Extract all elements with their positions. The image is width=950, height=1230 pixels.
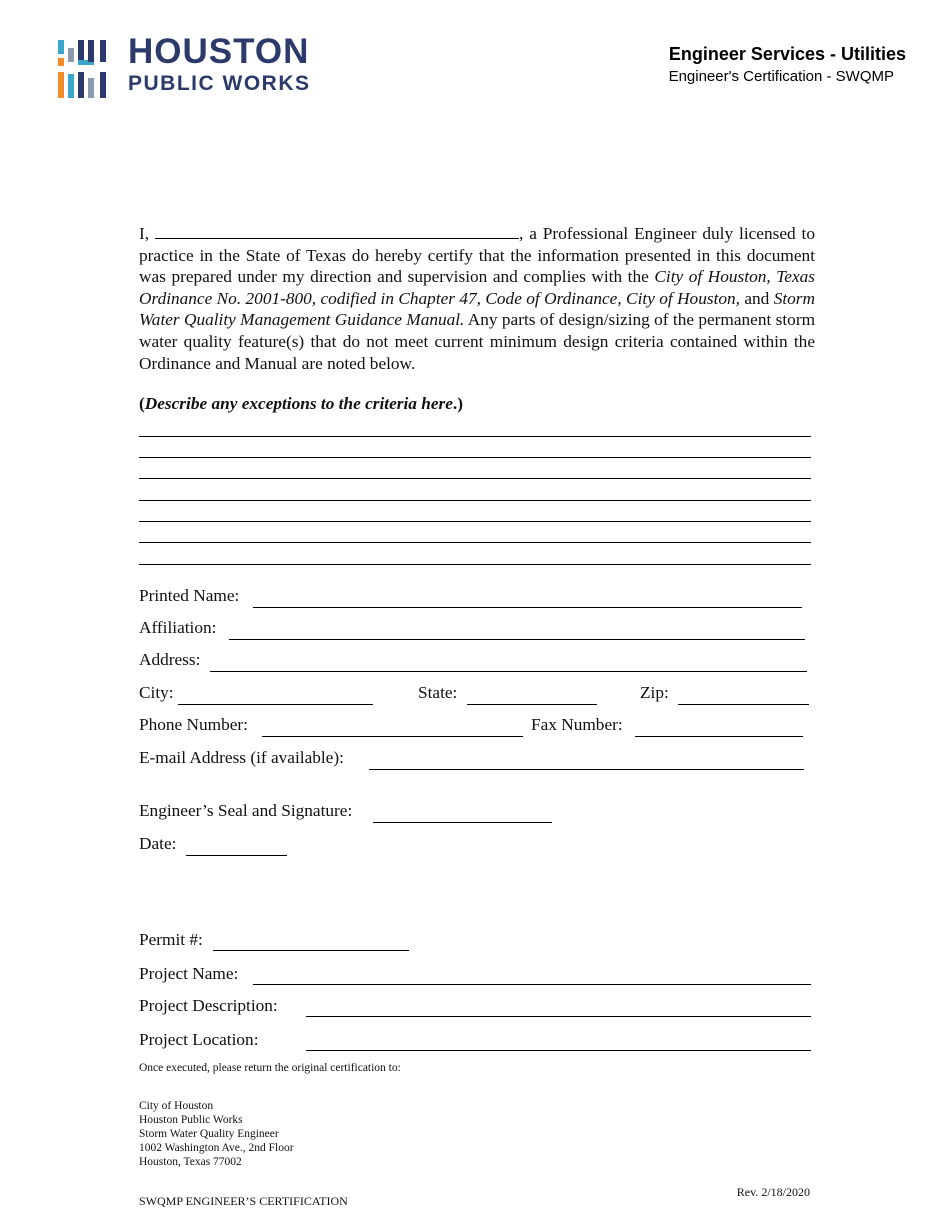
state-field[interactable]: [467, 704, 597, 705]
project-name-field[interactable]: [253, 984, 811, 985]
address-field[interactable]: [210, 671, 807, 672]
project-description-field[interactable]: [306, 1016, 811, 1017]
permit-label: Permit #:: [139, 930, 203, 949]
houston-public-works-logo: [56, 32, 346, 100]
address-line: Houston Public Works: [139, 1114, 243, 1126]
address-line: Storm Water Quality Engineer: [139, 1128, 279, 1140]
date-label: Date:: [139, 834, 177, 853]
certification-paragraph: [139, 222, 815, 374]
fax-label: Fax Number:: [531, 715, 623, 734]
revision-date: Rev. 2/18/2020: [736, 1185, 810, 1199]
exception-line[interactable]: [139, 436, 811, 437]
header-subtitle: Engineer's Certification - SWQMP: [668, 68, 894, 85]
address-label: Address:: [139, 650, 201, 669]
phone-label: Phone Number:: [139, 715, 248, 734]
logo-text-houston: HOUSTON: [128, 32, 310, 71]
zip-label: Zip:: [640, 683, 669, 702]
exception-line[interactable]: [139, 457, 811, 458]
city-field[interactable]: [178, 704, 373, 705]
affiliation-label: Affiliation:: [139, 618, 217, 637]
engineer-name-blank[interactable]: [155, 222, 519, 239]
email-label: E-mail Address (if available):: [139, 748, 344, 767]
city-label: City:: [139, 683, 174, 702]
logo-text-public-works: PUBLIC WORKS: [128, 72, 311, 95]
exception-line[interactable]: [139, 500, 811, 501]
printed-name-field[interactable]: [253, 607, 802, 608]
exception-line[interactable]: [139, 564, 811, 565]
footer-doc-title: SWQMP ENGINEER’S CERTIFICATION: [139, 1194, 348, 1208]
address-line: 1002 Washington Ave., 2nd Floor: [139, 1142, 294, 1154]
exceptions-heading: [139, 394, 463, 414]
permit-field[interactable]: [213, 950, 409, 951]
cert-manual: Storm Water Quality Management Guidance Manual.: [139, 288, 815, 330]
seal-signature-label: Engineer’s Seal and Signature:: [139, 801, 353, 820]
zip-field[interactable]: [678, 704, 809, 705]
project-location-label: Project Location:: [139, 1030, 259, 1049]
cert-text-part2: Any parts of design/sizing of the permanent storm water quality feature(s) that do not meet current minimum design criteria contained within the Ordinance and Manual are noted below.: [139, 310, 816, 373]
address-line: City of Houston: [139, 1100, 214, 1112]
header-title: Engineer Services - Utilities: [668, 44, 906, 64]
state-label: State:: [418, 683, 458, 702]
cert-ordinance: City of Houston, Texas Ordinance No. 2001-800, codified in Chapter 47, Code of Ordinance, City of Houston,: [139, 267, 815, 308]
fax-field[interactable]: [635, 736, 803, 737]
exception-line[interactable]: [139, 542, 811, 543]
exceptions-open-paren: (: [139, 394, 145, 413]
phone-field[interactable]: [262, 736, 523, 737]
cert-text-part1: , a Professional Engineer duly licensed to practice in the State of Texas do hereby certify that the information presented in this document was prepared under my direction and supervision and complies with the: [139, 224, 815, 287]
cert-and: and: [739, 288, 774, 308]
email-field[interactable]: [369, 769, 804, 770]
project-name-label: Project Name:: [139, 964, 239, 983]
exceptions-close-paren: .): [452, 394, 463, 413]
return-address: [139, 1099, 294, 1169]
date-field[interactable]: [186, 855, 287, 856]
printed-name-label: Printed Name:: [139, 586, 240, 605]
affiliation-field[interactable]: [229, 639, 805, 640]
project-description-label: Project Description:: [139, 996, 278, 1015]
seal-signature-field[interactable]: [373, 822, 552, 823]
exception-line[interactable]: [139, 521, 811, 522]
project-location-field[interactable]: [306, 1050, 811, 1051]
cert-prefix: I,: [139, 224, 150, 243]
logo-mark-icon: [56, 38, 126, 100]
address-line: Houston, Texas 77002: [139, 1156, 242, 1168]
return-note: Once executed, please return the original certification to:: [139, 1062, 401, 1074]
exceptions-label: Describe any exceptions to the criteria here: [144, 394, 453, 413]
exception-line[interactable]: [139, 478, 811, 479]
